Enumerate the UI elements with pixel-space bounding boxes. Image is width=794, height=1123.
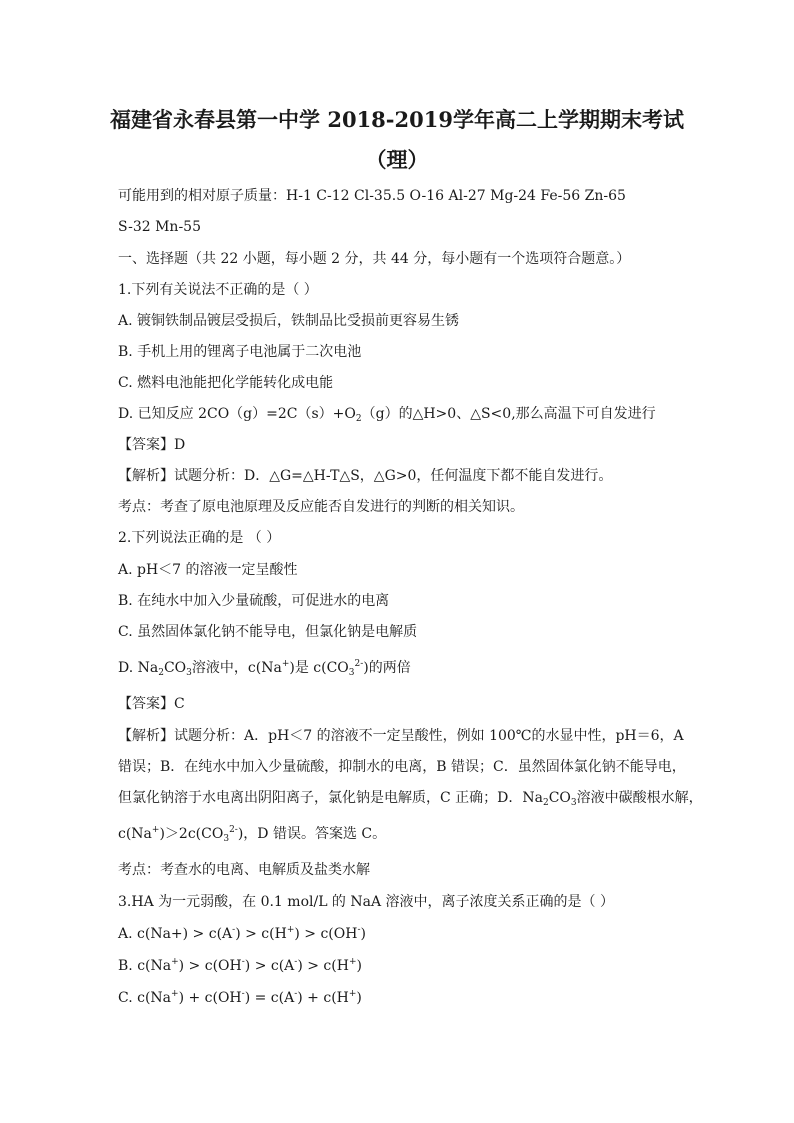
superscript: + [171,957,179,967]
superscript: + [348,989,357,999]
question-2-note: 考点：考查水的电离、电解质及盐类水解 [118,862,370,878]
subscript: 3 [570,798,577,808]
text-part: ) > c(H [235,926,287,942]
text-part: ) > c(H [297,958,349,974]
superscript: - [294,957,298,967]
text-part: ) [356,958,362,974]
text-part: D. Na [118,660,159,676]
atomic-mass-line-1 [118,186,626,206]
text-part: ) > c(OH [178,958,242,974]
superscript: + [151,825,160,835]
question-2-option-d [118,658,411,678]
text-part: )，D 错误。答案选 C。 [237,826,387,842]
question-2-option-b: B. 在纯水中加入少量硫酸，可促进水的电离 [118,593,390,609]
text-part: 溶液中碳酸根水解， [576,790,703,806]
question-2-option-c: C. 虽然固体氯化钠不能导电，但氯化钠是电解质 [118,624,418,640]
text-part: （g）的△H>0、△S<0,那么高温下可自发进行 [361,406,656,422]
question-1-option-c: C. 燃料电池能把化学能转化成电能 [118,375,334,391]
question-3-option-a [118,924,366,944]
text-part: ) [360,926,366,942]
text-part: )的两倍 [363,660,411,676]
atomic-mass-values: H-1 C-12 Cl-35.5 O-16 Al-27 Mg-24 Fe-56 Zn-65 [286,188,626,204]
page-subtitle: （理） [365,147,429,172]
text-part: CO [163,660,187,676]
question-2-analysis-line-1: 【解析】试题分析：A．pH＜7 的溶液不一定呈酸性，例如 100℃的水显中性，pH＝6，A [118,728,684,744]
text-part: ) + c(H [297,990,349,1006]
superscript: 2- [229,825,238,835]
text-part: c(Na [118,826,152,842]
text-part: )＞2c(CO [159,826,224,842]
question-2-stem: 2.下列说法正确的是 （ ） [118,530,281,546]
text-part: D. 已知反应 2CO（g）=2C（s）+O [118,406,356,422]
question-1-option-d [118,404,656,424]
atomic-mass-label: 可能用到的相对原子质量： [118,188,286,204]
superscript: 2- [354,659,364,669]
question-1-answer: 【答案】D [118,437,186,453]
superscript: + [286,925,295,935]
subscript: 2 [355,414,362,424]
text-part: ) + c(OH [178,990,242,1006]
superscript: + [171,989,179,999]
text-part: ) = c(A [244,990,295,1006]
subscript: 3 [223,834,230,844]
question-2-analysis-line-4 [118,824,386,844]
superscript: + [348,957,357,967]
text-part: )是 c(CO [289,660,349,676]
superscript: - [241,957,245,967]
section-heading: 一、选择题（共 22 小题，每小题 2 分，共 44 分，每小题有一个选项符合题意。） [118,251,631,267]
question-1-option-a: A. 镀铜铁制品镀层受损后，铁制品比受损前更容易生锈 [118,313,460,329]
question-2-analysis-line-2: 错误；B．在纯水中加入少量硫酸，抑制水的电离，B 错误；C．虽然固体氯化钠不能导电， [118,759,686,775]
subscript: 2 [542,798,549,808]
superscript: + [281,659,290,669]
question-1-analysis: 【解析】试题分析：D．△G=△H-T△S，△G>0，任何温度下都不能自发进行。 [118,468,613,484]
question-1-note: 考点：考查了原电池原理及反应能否自发进行的判断的相关知识。 [118,499,524,515]
subscript: 3 [348,668,355,678]
question-2-analysis-line-3 [118,788,703,808]
text-part: 溶液中，c(Na [191,660,282,676]
superscript: - [294,989,298,999]
page-title: 福建省永春县第一中学 2018-2019学年高二上学期期末考试 [110,107,684,132]
subscript: 2 [158,668,164,678]
text-part: C. c(Na [118,990,172,1006]
superscript: - [357,925,361,935]
question-2-answer: 【答案】C [118,696,185,712]
text-part: ) > c(A [244,958,295,974]
superscript: - [232,925,236,935]
superscript: - [241,989,245,999]
question-2-option-a: A. pH＜7 的溶液一定呈酸性 [118,562,298,578]
text-part: B. c(Na [118,958,172,974]
text-part: A. c(Na+) > c(A [118,926,233,942]
atomic-mass-line-2: S-32 Mn-55 [118,219,201,235]
question-3-option-b [118,956,362,976]
question-1-stem: 1.下列有关说法不正确的是（ ） [118,282,318,298]
text-part: ) [356,990,362,1006]
question-3-stem: 3.HA 为一元弱酸，在 0.1 mol/L 的 NaA 溶液中，离子浓度关系正确的是（ ） [118,894,614,910]
question-3-option-c [118,988,362,1008]
question-1-option-b: B. 手机上用的锂离子电池属于二次电池 [118,344,362,360]
text-part: CO [548,790,571,806]
text-part: 但氯化钠溶于水电离出阴阳离子，氯化钠是电解质，C 正确；D．Na [118,790,543,806]
subscript: 3 [186,668,192,678]
text-part: ) > c(OH [294,926,358,942]
